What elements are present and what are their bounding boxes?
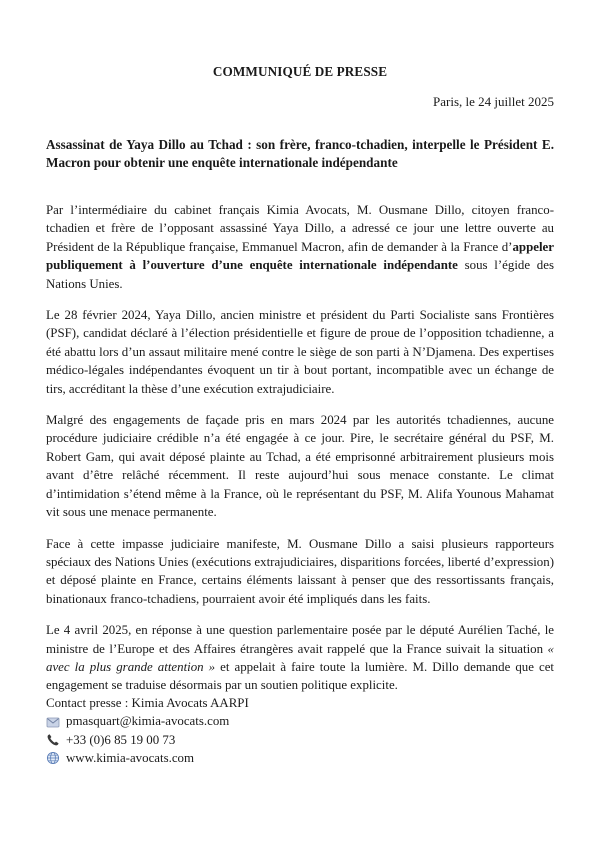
paragraph-5-quote: « avec la plus grande attention »	[46, 641, 554, 674]
paragraph-4: Face à cette impasse judiciaire manifeste, M. Ousmane Dillo a saisi plusieurs rapporteurs spéciaux des Nations Unies (exécutions extrajudiciaires, disparitions forcées, liberté d’expression) et déposé plainte en France, certains éléments laissant à penser que des ressortissants français, binationaux franco-tchadiens, pourraient avoir été impliqués dans les faits.	[46, 536, 554, 606]
envelope-icon	[46, 715, 60, 729]
body-text	[46, 201, 554, 708]
dateline: Paris, le 24 juillet 2025	[433, 94, 554, 109]
contact-email[interactable]: pmasquart@kimia-avocats.com	[66, 714, 230, 729]
contact-website-row[interactable]	[46, 749, 249, 767]
contact-label: Contact presse : Kimia Avocats AARPI	[46, 696, 249, 710]
paragraph-1-bold-request: appeler publiquement à l’ouverture d’une enquête internationale indépendante	[46, 239, 554, 273]
subject-title: Assassinat de Yaya Dillo au Tchad : son frère, franco-tchadien, interpelle le Président E. Macron pour obtenir une enquête internationale indépendante	[46, 137, 554, 170]
paragraph-1-text-b: sous l’égide des Nations Unies.	[46, 258, 554, 291]
paragraph-5-text-b: et appelait à faire toute la lumière. M. Dillo demande que cet engagement se traduise désormais par un soutien politique explicite.	[46, 659, 554, 693]
contact-phone-row[interactable]	[46, 731, 249, 749]
paragraph-5-text-a: Le 4 avril 2025, en réponse à une question parlementaire posée par le député Aurélien Taché, le ministre de l’Europe et des Affaires étrangères avait rappelé que la France suivait la situation	[46, 623, 554, 656]
contact-website[interactable]: www.kimia-avocats.com	[66, 751, 195, 766]
contact-email-row[interactable]	[46, 712, 249, 730]
globe-icon	[46, 751, 60, 765]
document-heading: COMMUNIQUÉ DE PRESSE	[212, 64, 388, 79]
contact-label-row	[46, 694, 249, 712]
paragraph-5	[46, 621, 554, 695]
paragraph-1-text-a: Par l’intermédiaire du cabinet français Kimia Avocats, M. Ousmane Dillo, citoyen franco-tchadien et frère de l’opposant assassiné Yaya Dillo, a adressé ce jour une lettre ouverte au Président de la République française, Emmanuel Macron, afin de demander à la France d’	[46, 203, 554, 254]
phone-icon	[46, 733, 60, 747]
press-contact-block	[46, 694, 249, 768]
paragraph-2: Le 28 février 2024, Yaya Dillo, ancien ministre et président du Parti Socialiste sans Frontières (PSF), candidat déclaré à l’élection présidentielle et figure de proue de l’opposition tchadienne, a été abattu lors d’un assaut militaire mené contre le siège de son parti à N’Djamena. Des expertises médico-légales indépendantes évoquent un tir à bout portant, incompatible avec un échange de tirs, accréditant la thèse d’une exécution extrajudiciaire.	[46, 308, 554, 396]
paragraph-1	[46, 201, 554, 293]
contact-phone[interactable]: +33 (0)6 85 19 00 73	[66, 732, 176, 747]
paragraph-3: Malgré des engagements de façade pris en mars 2024 par les autorités tchadiennes, aucune procédure judiciaire crédible n’a été engagée à ce jour. Pire, le secrétaire général du PSF, M. Robert Gam, qui avait déposé plainte au Tchad, a été emprisonné arbitrairement plusieurs mois avant d’être relâché récemment. Il reste aujourd’hui sous menace constante. Le climat d’intimidation s’étend même à la France, où le représentant du PSF, M. Alifa Younous Mahamat vit sous une menace permanente.	[46, 413, 554, 520]
